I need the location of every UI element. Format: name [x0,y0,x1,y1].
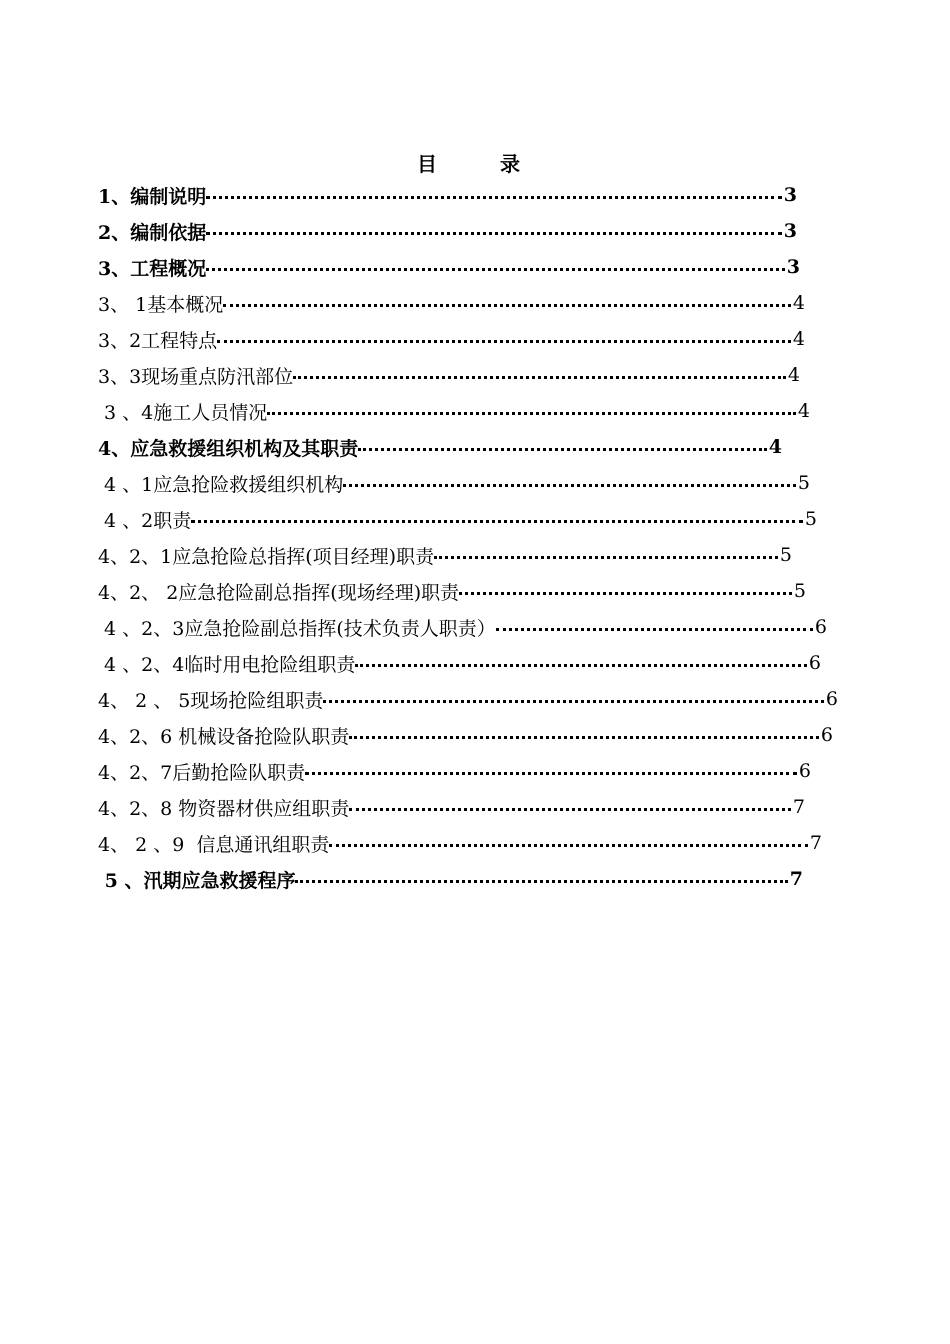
toc-dot-leader [459,576,792,606]
toc-dot-leader [206,216,782,246]
toc-page-number: 5 [804,508,817,530]
toc-page-number: 7 [792,796,805,818]
toc-entry[interactable] [98,252,800,282]
toc-entry[interactable] [98,648,821,678]
toc-entry[interactable] [98,504,817,534]
toc-entry[interactable] [98,468,810,498]
toc-entry-title: 4 、2职责 [98,509,192,532]
toc-dot-leader [323,684,824,714]
toc-entry-title: 4、 2 、 5现场抢险组职责 [98,689,324,712]
toc-entry[interactable] [98,756,811,786]
toc-entry-title: 3 、4施工人员情况 [98,401,268,424]
toc-dot-leader [349,792,791,822]
toc-entry-title: 4、2、 2应急抢险副总指挥(现场经理)职责 [98,581,460,604]
toc-dot-leader [217,324,791,354]
toc-entry[interactable] [98,396,810,426]
toc-entry[interactable] [98,864,803,894]
toc-dot-leader [295,864,787,894]
toc-page-number: 4 [797,400,810,422]
toc-entry-title: 3、2工程特点 [98,329,218,352]
toc-page-number: 6 [814,616,827,638]
toc-title: 目 录 [417,152,548,176]
toc-entry-title: 4、2、8 物资器材供应组职责 [98,797,350,820]
toc-dot-leader [191,504,803,534]
toc-dot-leader [293,360,786,390]
toc-page-number: 3 [783,220,797,242]
toc-entry[interactable] [98,576,806,606]
toc-page-number: 4 [792,292,805,314]
toc-page-number: 6 [808,652,821,674]
toc-entry-title: 2、编制依据 [98,221,207,244]
toc-entry[interactable] [98,828,822,858]
toc-entry-title: 4 、2、4临时用电抢险组职责 [98,653,356,676]
toc-page-number: 6 [798,760,811,782]
toc-dot-leader [358,432,767,462]
toc-entry[interactable] [98,612,827,642]
toc-entry[interactable] [98,792,805,822]
toc-entry-title: 4、2、1应急抢险总指挥(项目经理)职责 [98,545,435,568]
toc-dot-leader [496,612,813,642]
toc-page-number: 6 [820,724,833,746]
toc-dot-leader [349,720,819,750]
toc-entry-title: 3、3现场重点防汛部位 [98,365,294,388]
toc-page-number: 3 [786,256,800,278]
toc-page-number: 5 [797,472,810,494]
toc-entry-title: 5 、汛期应急救援程序 [98,869,296,892]
toc-entry[interactable] [98,684,838,714]
toc-dot-leader [267,396,796,426]
toc-page-number: 7 [789,868,803,890]
toc-dot-leader [343,468,796,498]
toc-entry-title: 3、工程概况 [98,257,207,280]
toc-entry-title: 4 、2、3应急抢险副总指挥(技术负责人职责） [98,617,496,640]
toc-entry[interactable] [98,180,797,210]
toc-entry[interactable] [98,432,782,462]
toc-page-number: 4 [787,364,800,386]
toc-entry[interactable] [98,216,797,246]
toc-page-number: 3 [783,184,797,206]
toc-page-number: 4 [792,328,805,350]
toc-page-number: 5 [779,544,792,566]
toc-entry[interactable] [98,720,833,750]
toc-entry-title: 4、 2 、9 信息通讯组职责 [98,833,330,856]
toc-dot-leader [355,648,807,678]
toc-dot-leader [434,540,778,570]
toc-entry[interactable] [98,360,800,390]
toc-page-number: 4 [768,436,782,458]
toc-entry-title: 4 、1应急抢险救援组织机构 [98,473,344,496]
toc-entry[interactable] [98,540,792,570]
toc-entry-title: 1、编制说明 [98,185,207,208]
toc-entry[interactable] [98,324,805,354]
toc-entry-title: 4、应急救援组织机构及其职责 [98,437,359,460]
toc-entry[interactable] [98,288,805,318]
toc-entry-title: 3、 1基本概况 [98,293,224,316]
toc-dot-leader [206,180,782,210]
toc-dot-leader [329,828,807,858]
toc-page-number: 6 [825,688,838,710]
toc-dot-leader [206,252,785,282]
toc-entry-title: 4、2、7后勤抢险队职责 [98,761,306,784]
toc-dot-leader [223,288,791,318]
toc-entry-title: 4、2、6 机械设备抢险队职责 [98,725,350,748]
toc-page-number: 5 [793,580,806,602]
toc-page-number: 7 [809,832,822,854]
toc-dot-leader [305,756,797,786]
